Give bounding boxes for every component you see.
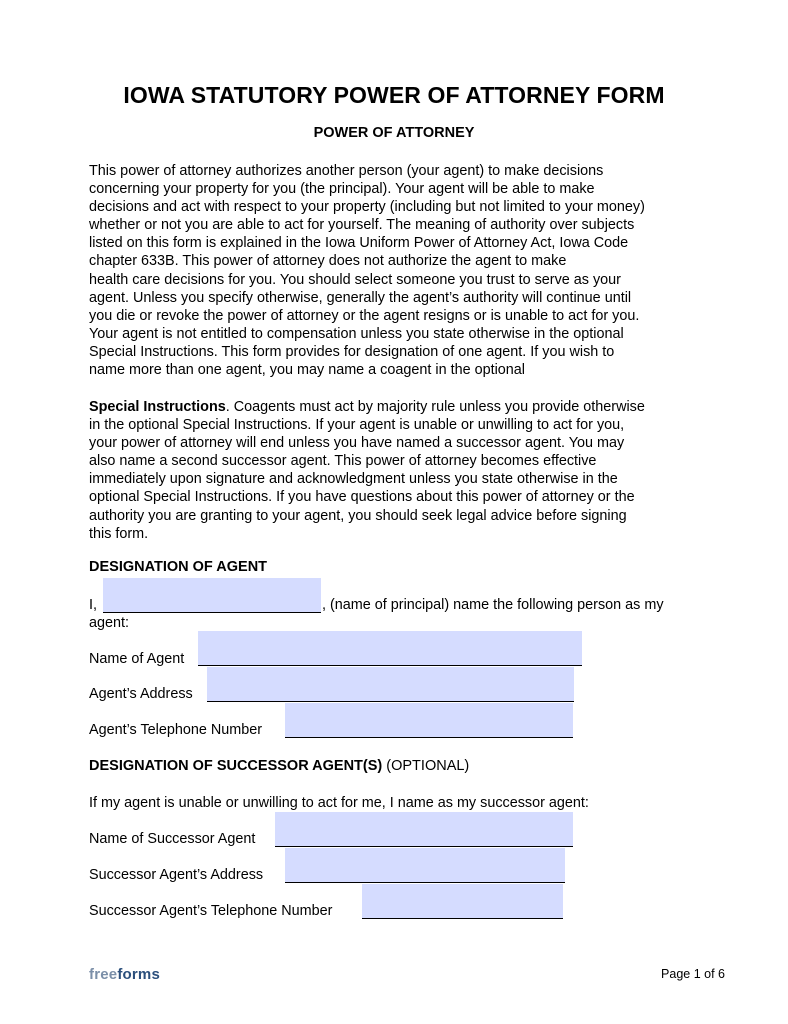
intro-line: agent. Unless you specify otherwise, generally the agent’s authority will continue until — [89, 289, 632, 306]
principal-suffix-continued: agent: — [89, 615, 130, 631]
successor-name-field[interactable] — [275, 812, 573, 847]
special-line — [89, 398, 709, 416]
successor-section-heading — [89, 758, 469, 774]
document-title: IOWA STATUTORY POWER OF ATTORNEY FORM — [123, 82, 665, 108]
document-subtitle: POWER OF ATTORNEY — [313, 125, 475, 141]
special-line: in the optional Special Instructions. If your agent is unable or unwilling to act for you, — [89, 417, 625, 434]
intro-line: Your agent is not entitled to compensation unless you state otherwise in the optional — [89, 325, 624, 342]
intro-line: This power of attorney authorizes another person (your agent) to make decisions — [89, 163, 604, 179]
logo-free-text: free — [89, 966, 118, 983]
successor-address-field[interactable] — [285, 848, 565, 883]
special-line: immediately upon signature and acknowledgment unless you state otherwise in the — [89, 471, 618, 488]
intro-line: chapter 633B. This power of attorney does not authorize the agent to make — [89, 253, 567, 270]
intro-line: listed on this form is explained in the Iowa Uniform Power of Attorney Act, Iowa Code — [89, 235, 629, 252]
intro-line: decisions and act with respect to your property (including but not limited to your money) — [89, 199, 645, 216]
freeforms-logo — [89, 966, 160, 983]
agent-address-label: Agent’s Address — [89, 686, 193, 702]
agent-name-label: Name of Agent — [89, 651, 185, 667]
agent-section-heading: DESIGNATION OF AGENT — [89, 559, 268, 575]
intro-line: Special Instructions. This form provides for designation of one agent. If you wish to — [89, 343, 615, 360]
successor-intro: If my agent is unable or unwilling to act for me, I name as my successor agent: — [89, 795, 589, 811]
intro-line: health care decisions for you. You should select someone you trust to serve as your — [89, 271, 621, 288]
special-line: this form. — [89, 525, 149, 542]
successor-address-label: Successor Agent’s Address — [89, 867, 264, 883]
special-line: also name a second successor agent. This power of attorney becomes effective — [89, 453, 597, 470]
agent-name-field[interactable] — [198, 631, 582, 666]
special-line: your power of attorney will end unless you have named a successor agent. You may — [89, 435, 625, 452]
agent-phone-field[interactable] — [285, 703, 573, 738]
principal-name-field[interactable] — [103, 578, 321, 613]
intro-line: concerning your property for you (the principal). Your agent will be able to make — [89, 181, 595, 198]
special-line-rest: . Coagents must act by majority rule unless you provide otherwise — [225, 399, 645, 415]
special-instructions-paragraph — [89, 398, 709, 543]
logo-forms-text: forms — [117, 966, 161, 983]
intro-paragraph — [89, 162, 709, 379]
successor-heading-text: DESIGNATION OF SUCCESSOR AGENT(S) — [89, 758, 383, 774]
successor-phone-label: Successor Agent’s Telephone Number — [89, 903, 333, 919]
intro-line: you die or revoke the power of attorney or the agent resigns or is unable to act for you. — [89, 307, 640, 324]
successor-phone-field[interactable] — [362, 884, 563, 919]
principal-suffix: , (name of principal) name the following person as my — [322, 597, 664, 613]
special-instructions-label: Special Instructions — [89, 399, 226, 415]
successor-name-label: Name of Successor Agent — [89, 831, 256, 847]
special-line: optional Special Instructions. If you have questions about this power of attorney or the — [89, 489, 635, 506]
intro-line: whether or not you are able to act for yourself. The meaning of authority over subjects — [89, 217, 635, 234]
successor-heading-optional: (OPTIONAL) — [382, 758, 470, 774]
agent-address-field[interactable] — [207, 667, 574, 702]
principal-prefix: I, — [89, 597, 97, 613]
intro-line: name more than one agent, you may name a coagent in the optional — [89, 362, 526, 379]
page-number: Page 1 of 6 — [661, 967, 725, 981]
special-line: authority you are granting to your agent, you should seek legal advice before signing — [89, 507, 627, 524]
agent-phone-label: Agent’s Telephone Number — [89, 722, 263, 738]
